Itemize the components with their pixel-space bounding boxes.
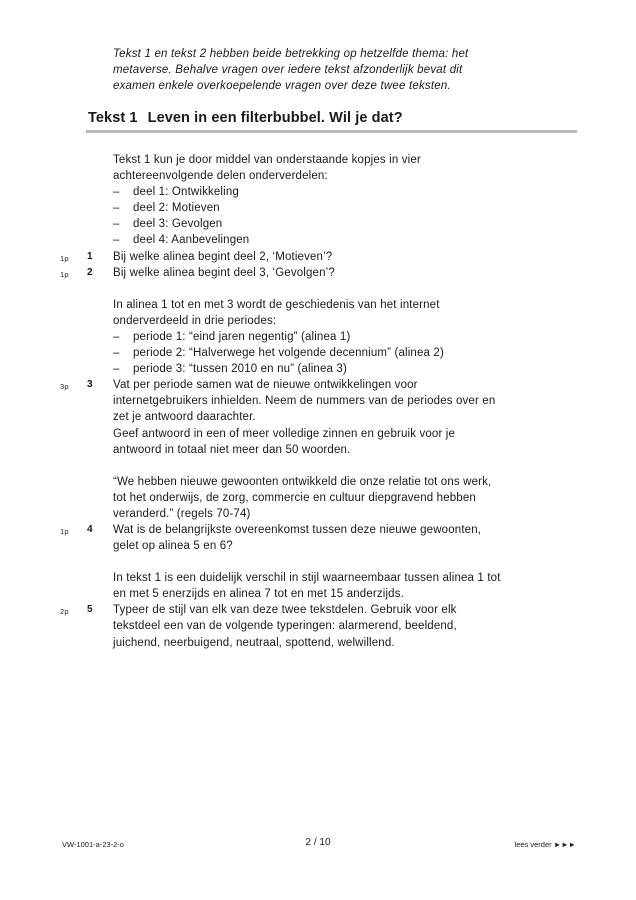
list-item: – periode 2: “Halverwege het volgende decennium” (alinea 2) [113,345,583,361]
footer-code: VW-1001-a-23-2-o [62,840,124,849]
list-item: – deel 2: Motieven [113,200,583,216]
question-line: antwoord in totaal niet meer dan 50 woorden. [113,443,351,456]
quote-line: veranderd.” (regels 70-74) [113,507,251,520]
heading-rule [86,130,577,133]
question-number: 3 [87,379,93,391]
question-block [60,152,583,651]
question-number: 1 [87,250,93,262]
quote-line: tot het onderwijs, de zorg, commercie en cultuur diepgravend hebben [113,491,476,504]
question-text: Bij welke alinea begint deel 3, ‘Gevolgen’? [113,266,335,279]
list-item: – deel 4: Aanbevelingen [113,232,583,248]
question-line: gelet op alinea 5 en 6? [113,540,233,553]
question-text: Bij welke alinea begint deel 2, ‘Motieven’? [113,250,333,263]
intro-line: Tekst 1 en tekst 2 hebben beide betrekking op hetzelfde thema: het [113,48,469,60]
continue-label: lees verder ►►► [514,840,576,849]
heading-title: Leven in een filterbubbel. Wil je dat? [147,110,403,126]
question-points: 2p [60,607,69,617]
block-line: In alinea 1 tot en met 3 wordt de geschiedenis van het internet [113,298,440,311]
question-4 [60,522,583,554]
question-points: 1p [60,253,69,263]
intro-text [113,46,573,94]
question-points: 3p [60,382,69,392]
quote-line: “We hebben nieuwe gewoonten ontwikkeld die onze relatie tot ons werk, [113,475,492,488]
question-line: Vat per periode samen wat de nieuwe ontwikkelingen voor [113,379,418,392]
question-line: Wat is de belangrijkste overeenkomst tussen deze nieuwe gewoonten, [113,523,482,536]
question-line: Geef antwoord in een of meer volledige zinnen en gebruik voor je [113,427,456,440]
question-number: 4 [87,523,93,535]
heading-label: Tekst 1 [88,110,138,126]
list-item: – deel 1: Ontwikkeling [113,184,583,200]
question-points: 1p [60,526,69,536]
question-2 [60,265,583,281]
list-item: – periode 3: “tussen 2010 en nu” (alinea 3) [113,361,583,377]
question-line: Typeer de stijl van elk van deze twee tekstdelen. Gebruik voor elk [113,604,457,617]
block-line: achtereenvolgende delen onderverdelen: [113,170,328,183]
question-line: tekstdeel een van de volgende typeringen: alarmerend, beeldend, [113,620,457,633]
question-5 [60,602,583,650]
question-line: juichend, neerbuigend, neutraal, spottend, welwillend. [113,636,395,649]
question-3 [60,377,583,457]
block-line: Tekst 1 kun je door middel van onderstaande kopjes in vier [113,154,421,166]
block-line: onderverdeeld in drie periodes: [113,314,277,327]
question-number: 5 [87,604,93,616]
section-heading [88,110,403,126]
list-item: – periode 1: “eind jaren negentig” (alinea 1) [113,329,583,345]
block-line: en met 5 enerzijds en alinea 7 tot en met 15 anderzijds. [113,588,404,601]
intro-line: metaverse. Behalve vragen over iedere tekst afzonderlijk bevat dit [113,64,463,76]
question-line: internetgebruikers inhielden. Neem de nummers van de periodes over en [113,395,496,408]
list-item: – deel 3: Gevolgen [113,216,583,232]
question-points: 1p [60,269,69,279]
block-line: In tekst 1 is een duidelijk verschil in stijl waarneembaar tussen alinea 1 tot [113,572,501,585]
question-number: 2 [87,266,93,278]
question-1 [60,249,583,265]
intro-line: examen enkele overkoepelende vragen over deze twee teksten. [113,80,451,92]
question-line: zet je antwoord daarachter. [113,411,256,424]
page-number: 2 / 10 [305,837,331,848]
